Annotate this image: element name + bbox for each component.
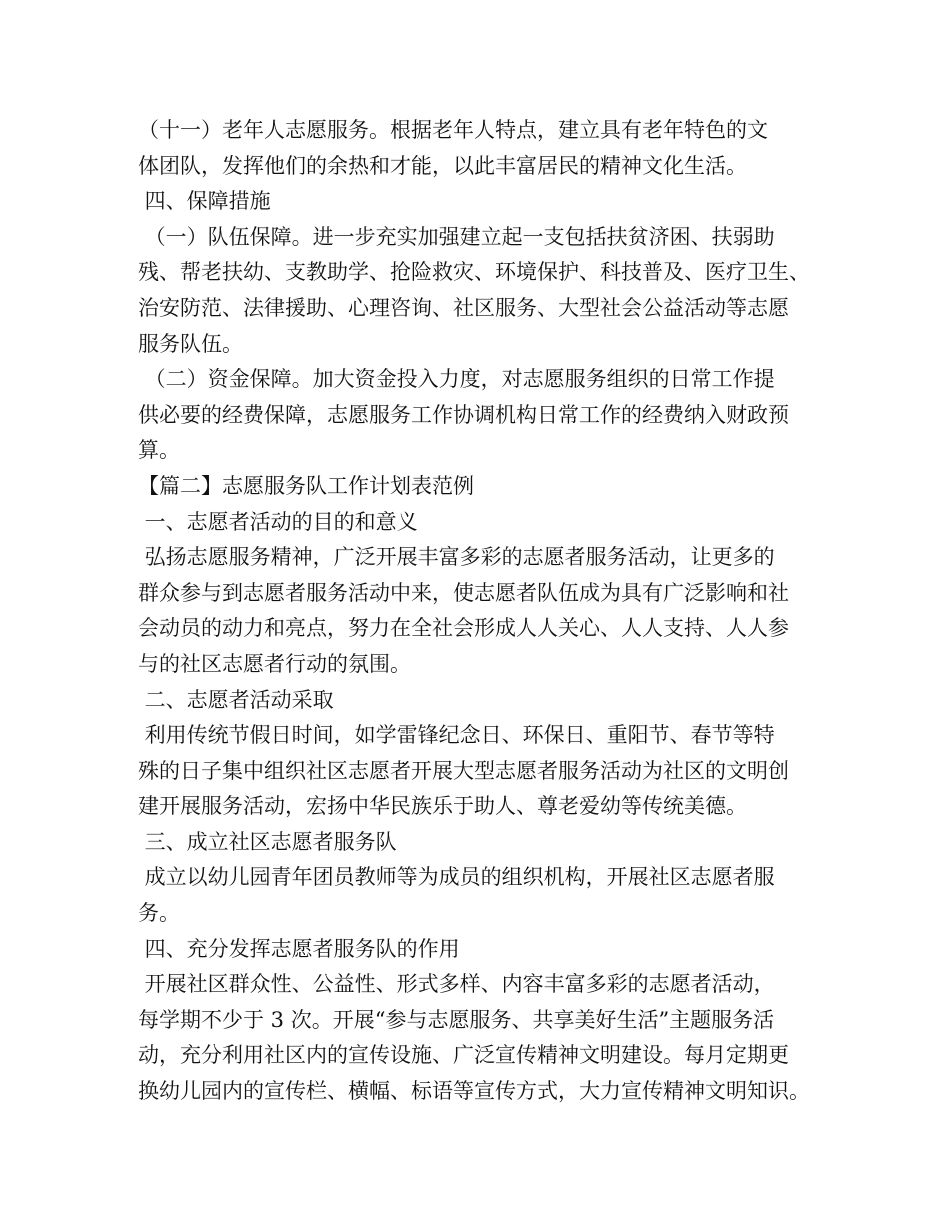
text-line: 务。 — [138, 901, 180, 926]
text-line: 建开展服务活动，宏扬中华民族乐于助人、尊老爱幼等传统美德。 — [138, 794, 747, 819]
text-line: 与的社区志愿者行动的氛围。 — [138, 651, 411, 676]
text-line: 每学期不少于 3 次。开展“参与志愿服务、共享美好生活”主题服务活 — [138, 1007, 775, 1032]
section-heading: 三、成立社区志愿者服务队 — [138, 829, 397, 854]
text-line: 成立以幼儿园青年团员教师等为成员的组织机构，开展社区志愿者服 — [138, 865, 775, 890]
section-heading: 一、志愿者活动的目的和意义 — [138, 509, 418, 534]
text-line: 动，充分利用社区内的宣传设施、广泛宣传精神文明建设。每月定期更 — [138, 1043, 789, 1068]
text-line: 服务队伍。 — [138, 331, 243, 356]
text-line: 会动员的动力和亮点，努力在全社会形成人人关心、人人支持、人人参 — [138, 616, 789, 641]
article-title: 【篇二】志愿服务队工作计划表范例 — [138, 473, 474, 498]
text-line: 换幼儿园内的宣传栏、横幅、标语等宣传方式，大力宣传精神文明知识。 — [138, 1079, 810, 1104]
text-line: （十一）老年人志愿服务。根据老年人特点，建立具有老年特色的文 — [138, 118, 768, 142]
document-body — [138, 113, 828, 1110]
text-line: 开展社区群众性、公益性、形式多样、内容丰富多彩的志愿者活动， — [138, 972, 775, 997]
text-line: 弘扬志愿服务精神，广泛开展丰富多彩的志愿者服务活动，让更多的 — [138, 545, 775, 570]
text-line: 利用传统节假日时间，如学雷锋纪念日、环保日、重阳节、春节等特 — [138, 723, 775, 748]
section-heading: 二、志愿者活动采取 — [138, 687, 334, 712]
text-line: 治安防范、法律援助、心理咨询、社区服务、大型社会公益活动等志愿 — [138, 295, 789, 320]
text-line: 算。 — [138, 438, 180, 463]
section-heading: 四、保障措施 — [138, 189, 271, 214]
text-line: 群众参与到志愿者服务活动中来，使志愿者队伍成为具有广泛影响和社 — [138, 580, 789, 605]
text-line: 殊的日子集中组织社区志愿者开展大型志愿者服务活动为社区的文明创 — [138, 758, 789, 783]
text-line: （二）资金保障。加大资金投入力度，对志愿服务组织的日常工作提 — [138, 367, 775, 392]
text-line: （一）队伍保障。进一步充实加强建立起一支包括扶贫济困、扶弱助 — [138, 224, 775, 249]
section-heading: 四、充分发挥志愿者服务队的作用 — [138, 936, 460, 961]
text-line: 供必要的经费保障，志愿服务工作协调机构日常工作的经费纳入财政预 — [138, 402, 789, 427]
text-line: 残、帮老扶幼、支教助学、抢险救灾、环境保护、科技普及、医疗卫生、 — [138, 260, 810, 285]
text-line: 体团队，发挥他们的余热和才能，以此丰富居民的精神文化生活。 — [138, 153, 747, 178]
